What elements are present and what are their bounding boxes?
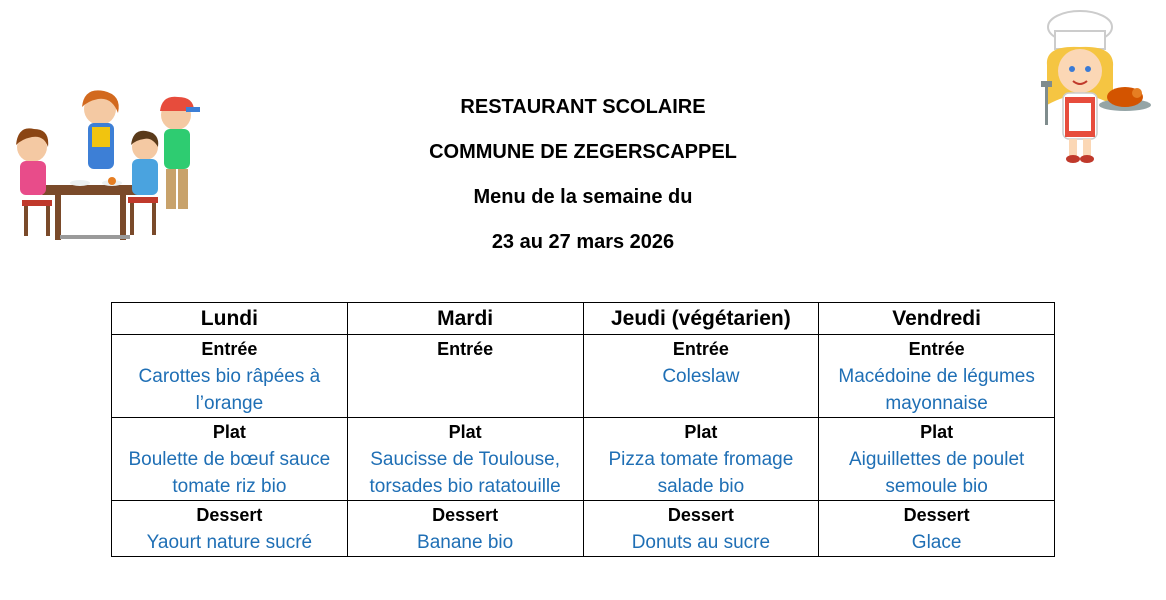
plat-label: Plat	[684, 422, 718, 442]
entree-cell-vendredi	[819, 335, 1055, 418]
plat-dish: Aiguillettes de poulet semoule bio	[848, 449, 1025, 497]
dessert-dish: Glace	[911, 532, 962, 553]
plat-cell-vendredi	[819, 418, 1055, 501]
day-header-vendredi: Vendredi	[819, 303, 1055, 335]
day-header-lundi: Lundi	[112, 303, 348, 335]
dessert-cell-mardi	[347, 501, 583, 557]
weekly-menu-table	[111, 302, 1055, 557]
dessert-label: Dessert	[196, 505, 263, 525]
entree-cell-lundi	[112, 335, 348, 418]
entree-label: Entrée	[201, 339, 258, 359]
plat-label: Plat	[448, 422, 482, 442]
day-header-mardi: Mardi	[347, 303, 583, 335]
entree-label: Entrée	[672, 339, 729, 359]
dessert-label: Dessert	[903, 505, 970, 525]
day-header-jeudi: Jeudi (végétarien)	[583, 303, 819, 335]
header-commune: COMMUNE DE ZEGERSCAPPEL	[429, 141, 737, 163]
entree-cell-jeudi	[583, 335, 819, 418]
header-week-label: Menu de la semaine du	[473, 186, 693, 208]
entree-dish: Coleslaw	[662, 366, 740, 387]
entree-label: Entrée	[437, 339, 494, 359]
header-title: RESTAURANT SCOLAIRE	[460, 96, 706, 118]
entree-row	[112, 335, 1055, 418]
plat-label: Plat	[212, 422, 246, 442]
plat-cell-mardi	[347, 418, 583, 501]
plat-cell-jeudi	[583, 418, 819, 501]
dessert-cell-jeudi	[583, 501, 819, 557]
dessert-label: Dessert	[432, 505, 499, 525]
dessert-label: Dessert	[667, 505, 734, 525]
dessert-dish: Yaourt nature sucré	[146, 532, 313, 553]
days-header-row	[112, 303, 1055, 335]
dessert-dish: Banane bio	[417, 532, 514, 553]
plat-dish: Pizza tomate fromage salade bio	[608, 449, 794, 497]
menu-header	[383, 92, 783, 272]
plat-row	[112, 418, 1055, 501]
entree-dish: Carottes bio râpées à l’orange	[138, 366, 321, 414]
dessert-cell-vendredi	[819, 501, 1055, 557]
entree-cell-mardi	[347, 335, 583, 418]
children-at-table-illustration	[0, 85, 210, 245]
plat-dish: Saucisse de Toulouse, torsades bio ratatouille	[369, 449, 561, 497]
plat-label: Plat	[920, 422, 954, 442]
dessert-row	[112, 501, 1055, 557]
plat-cell-lundi	[112, 418, 348, 501]
plat-dish: Boulette de bœuf sauce tomate riz bio	[128, 449, 331, 497]
dessert-dish: Donuts au sucre	[631, 532, 771, 553]
entree-label: Entrée	[908, 339, 965, 359]
dessert-cell-lundi	[112, 501, 348, 557]
entree-dish: Macédoine de légumes mayonnaise	[838, 366, 1035, 414]
chef-girl-illustration	[1025, 5, 1155, 165]
header-week-dates: 23 au 27 mars 2026	[491, 231, 675, 253]
